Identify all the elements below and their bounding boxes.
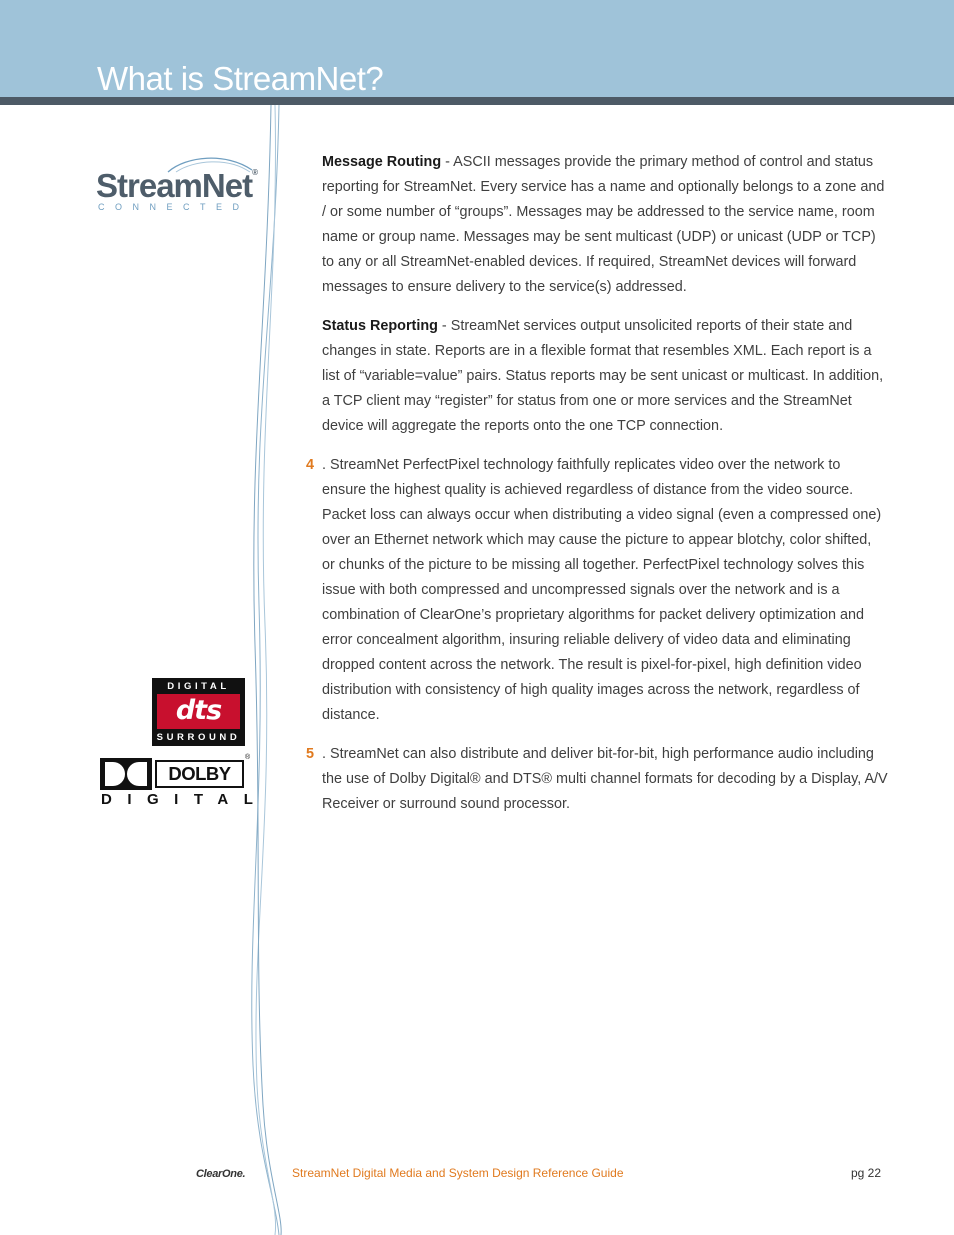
status-reporting-label: Status Reporting <box>322 318 438 334</box>
dts-top-text: DIGITAL <box>167 681 230 692</box>
double-d-icon <box>100 758 152 790</box>
logo-reg-mark: ® <box>252 168 257 177</box>
page-title: What is StreamNet? <box>97 60 384 97</box>
header-rule <box>0 97 954 105</box>
clearone-logo: ClearOne. <box>196 1168 246 1180</box>
status-reporting-text: - StreamNet services output unsolicited reports of their state and changes in state. Reports are in a flexible format that resembles XML. Each report is a list of “variable=value” pairs. Status reports may be sent unicast or multicast. In addition, a TCP client may “register” for status from one or more services and the StreamNet device will aggregate the reports onto the one TCP connection. <box>322 318 884 434</box>
message-routing-text: - ASCII messages provide the primary method of control and status reporting for StreamNet. Every service has a name and optionally belongs to a zone and / or some number of “groups”. Messages may be addressed to the service name, room name or group name. Messages may be sent multicast (UDP) or unicast (UDP or TCP) to any or all StreamNet-enabled devices. If required, StreamNet devices will forward messages to ensure delivery to the service(s) addressed. <box>322 154 885 295</box>
logo-wordmark: StreamNet <box>96 167 253 204</box>
main-content <box>306 150 888 831</box>
list-item-text: . StreamNet PerfectPixel technology faithfully replicates video over the network to ensure the highest quality is achieved regardless of distance from the video source. Packet loss can always occur when distributing a video signal (even a compressed one) over an Ethernet network which may cause the picture to appear blotchy, color shifted, or chunks of the picture to be missing all together. PerfectPixel technology solves this issue with both compressed and uncompressed signals over the network and is a combination of ClearOne’s proprietary algorithms for packet delivery optimization and error concealment algorithm, insuring reliable delivery of video data and eliminating dropped content across the network. The result is pixel-for-pixel, high definition video distribution with consistency of high quality images across the network, regardless of distance. <box>322 457 882 723</box>
dolby-mark: DOLBY <box>155 760 244 788</box>
dts-mark: dts <box>175 695 222 726</box>
page-number: pg 22 <box>851 1166 882 1180</box>
dts-bottom-text: SURROUND <box>156 732 241 743</box>
dts-red-panel <box>157 694 240 729</box>
list-item <box>306 742 888 817</box>
logo-tagline: CONNECTED <box>98 202 250 212</box>
list-item-number: 5 <box>306 746 315 762</box>
message-routing-paragraph <box>322 150 888 300</box>
dolby-reg-mark: ® <box>245 754 251 761</box>
footer-guide-title: StreamNet Digital Media and System Design Reference Guide <box>292 1166 624 1180</box>
dolby-digital-logo <box>100 754 269 810</box>
dts-digital-surround-logo <box>152 678 245 746</box>
status-reporting-paragraph <box>322 314 888 439</box>
dolby-digital-word: DIGITAL <box>101 791 269 808</box>
list-item-number: 4 <box>306 457 315 473</box>
list-item <box>306 453 888 728</box>
list-item-text: . StreamNet can also distribute and deliver bit-for-bit, high performance audio including the use of Dolby Digital® and DTS® multi channel formats for decoding by a Display, A/V Receiver or surround sound processor. <box>322 746 888 812</box>
message-routing-label: Message Routing <box>322 154 442 170</box>
streamnet-logo <box>96 152 256 214</box>
decorative-wave-lines <box>245 105 295 1235</box>
